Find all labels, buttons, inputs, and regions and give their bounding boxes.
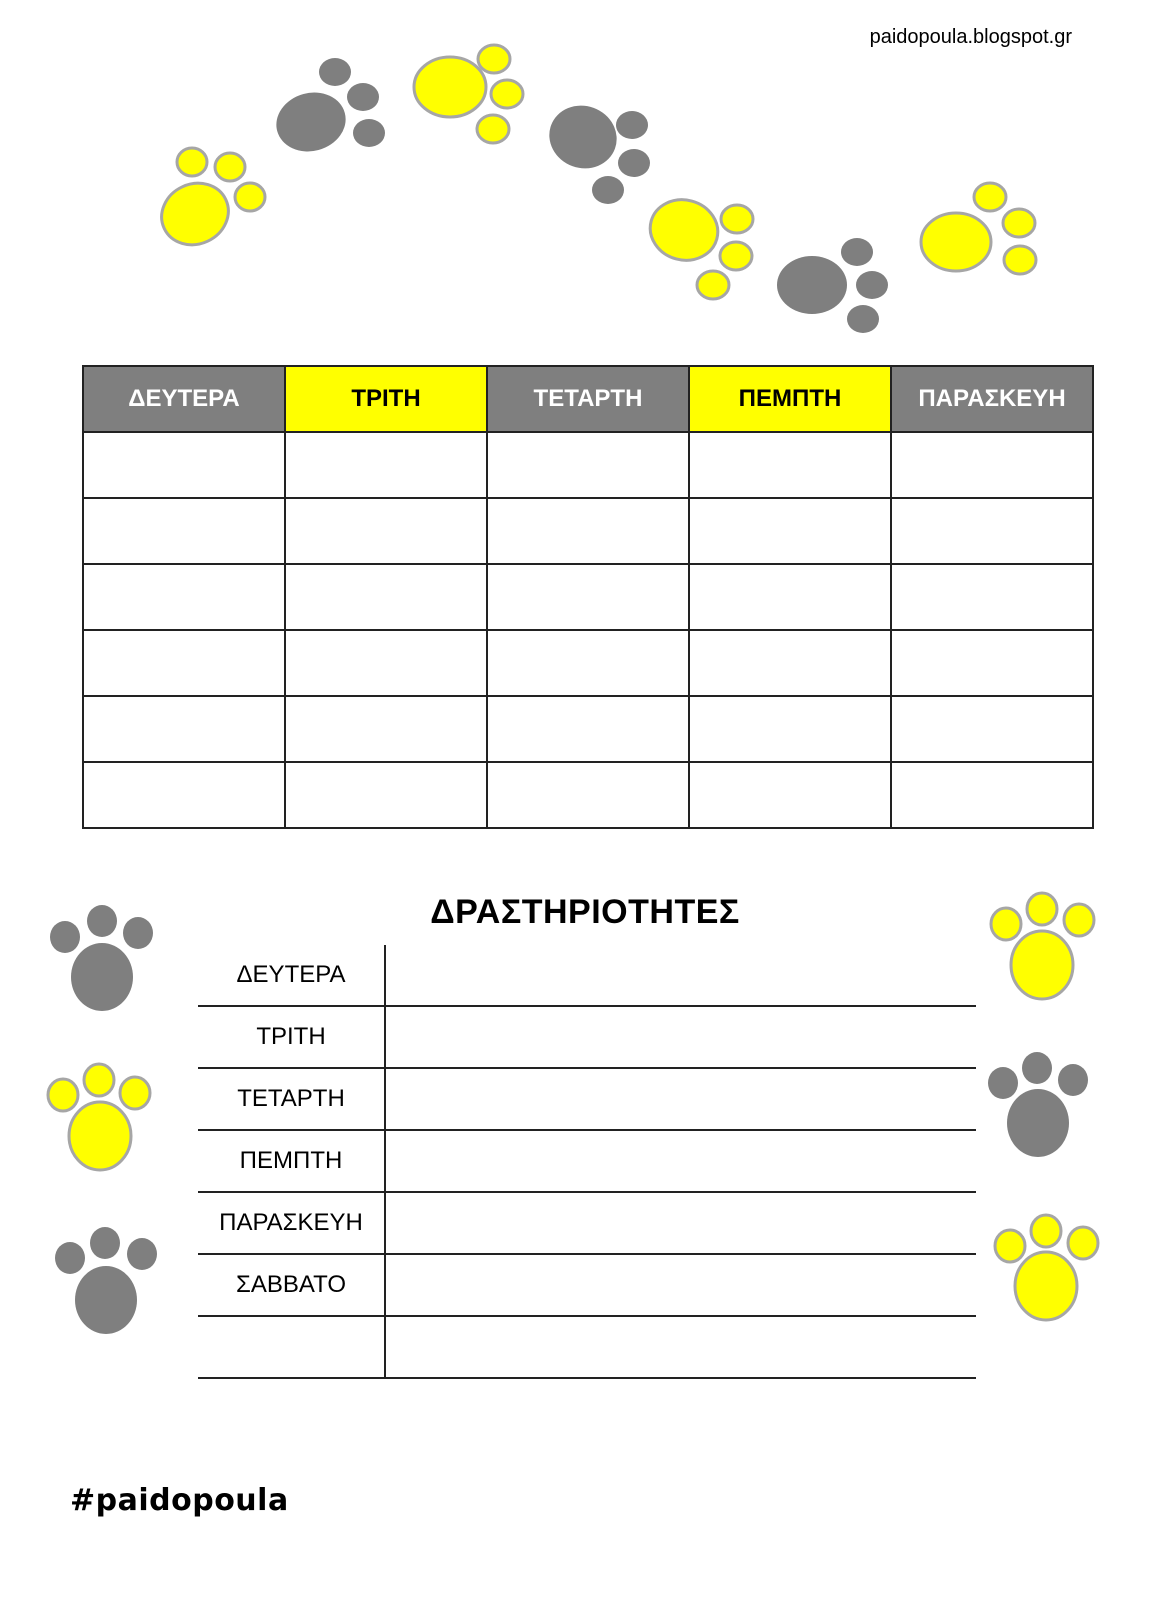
activity-row[interactable] [198,945,976,1007]
activity-column-divider [384,1069,386,1129]
schedule-cell[interactable] [285,564,487,630]
schedule-cell[interactable] [891,432,1093,498]
day-header-tuesday: ΤΡΙΤΗ [285,366,487,432]
paw-print-icon [995,1215,1098,1320]
paw-print-icon [152,148,265,256]
activities-list [198,945,976,1379]
schedule-cell[interactable] [689,564,891,630]
paw-print-icon [270,58,385,159]
activity-column-divider [384,1131,386,1191]
activity-column-divider [384,1255,386,1315]
schedule-cell[interactable] [689,432,891,498]
activity-row[interactable] [198,1007,976,1069]
schedule-cell[interactable] [83,432,285,498]
activity-column-divider [384,1193,386,1253]
activity-day-label: ΣΑΒΒΑΤΟ [236,1271,346,1298]
schedule-cell[interactable] [83,498,285,564]
activity-day-label: ΤΡΙΤΗ [256,1023,326,1050]
activity-column-divider [384,1317,386,1377]
schedule-cell[interactable] [83,696,285,762]
schedule-cell[interactable] [689,498,891,564]
paw-print-icon [414,45,523,143]
day-header-thursday: ΠΕΜΠΤΗ [689,366,891,432]
activity-column-divider [384,945,386,1005]
weekly-schedule-table [82,365,1094,829]
paw-print-icon [643,192,753,299]
footer-hashtag: #paidopoula [70,1483,289,1518]
schedule-cell[interactable] [891,564,1093,630]
schedule-cell[interactable] [689,630,891,696]
site-url: paidopoula.blogspot.gr [869,26,1072,48]
schedule-cell[interactable] [285,630,487,696]
paw-print-icon [540,96,650,204]
activity-column-divider [384,1007,386,1067]
activity-row[interactable] [198,1255,976,1317]
paw-print-icon [48,1064,150,1170]
day-header-monday: ΔΕΥΤΕΡΑ [83,366,285,432]
schedule-row [83,498,1093,564]
schedule-body [83,432,1093,828]
schedule-cell[interactable] [285,696,487,762]
activity-row[interactable] [198,1317,976,1379]
activity-row[interactable] [198,1069,976,1131]
activity-row[interactable] [198,1193,976,1255]
schedule-cell[interactable] [487,696,689,762]
activity-row[interactable] [198,1131,976,1193]
schedule-cell[interactable] [285,762,487,828]
paw-print-icon [988,1052,1088,1157]
schedule-cell[interactable] [487,564,689,630]
schedule-cell[interactable] [487,762,689,828]
activity-day-label: ΠΕΜΠΤΗ [239,1147,343,1174]
schedule-cell[interactable] [487,498,689,564]
activity-day-label: ΔΕΥΤΕΡΑ [236,961,346,988]
schedule-row [83,630,1093,696]
schedule-row [83,432,1093,498]
schedule-header-row [83,366,1093,432]
schedule-cell[interactable] [285,498,487,564]
activity-day-label: ΠΑΡΑΣΚΕΥΗ [219,1209,363,1236]
schedule-cell[interactable] [83,630,285,696]
day-header-friday: ΠΑΡΑΣΚΕΥΗ [891,366,1093,432]
schedule-cell[interactable] [689,762,891,828]
paw-print-icon [55,1227,157,1334]
schedule-cell[interactable] [285,432,487,498]
schedule-row [83,696,1093,762]
schedule-cell[interactable] [83,564,285,630]
schedule-cell[interactable] [891,696,1093,762]
schedule-row [83,762,1093,828]
activities-title: ΔΡΑΣΤΗΡΙΟΤΗΤΕΣ [430,893,740,931]
schedule-cell[interactable] [891,630,1093,696]
schedule-cell[interactable] [487,432,689,498]
schedule-cell[interactable] [689,696,891,762]
activity-day-label [198,1317,384,1377]
day-header-wednesday: ΤΕΤΑΡΤΗ [487,366,689,432]
paw-print-icon [777,238,888,333]
schedule-cell[interactable] [891,498,1093,564]
schedule-cell[interactable] [83,762,285,828]
activity-day-label: ΤΕΤΑΡΤΗ [237,1085,345,1112]
paw-print-icon [921,183,1036,274]
schedule-cell[interactable] [487,630,689,696]
schedule-row [83,564,1093,630]
schedule-cell[interactable] [891,762,1093,828]
